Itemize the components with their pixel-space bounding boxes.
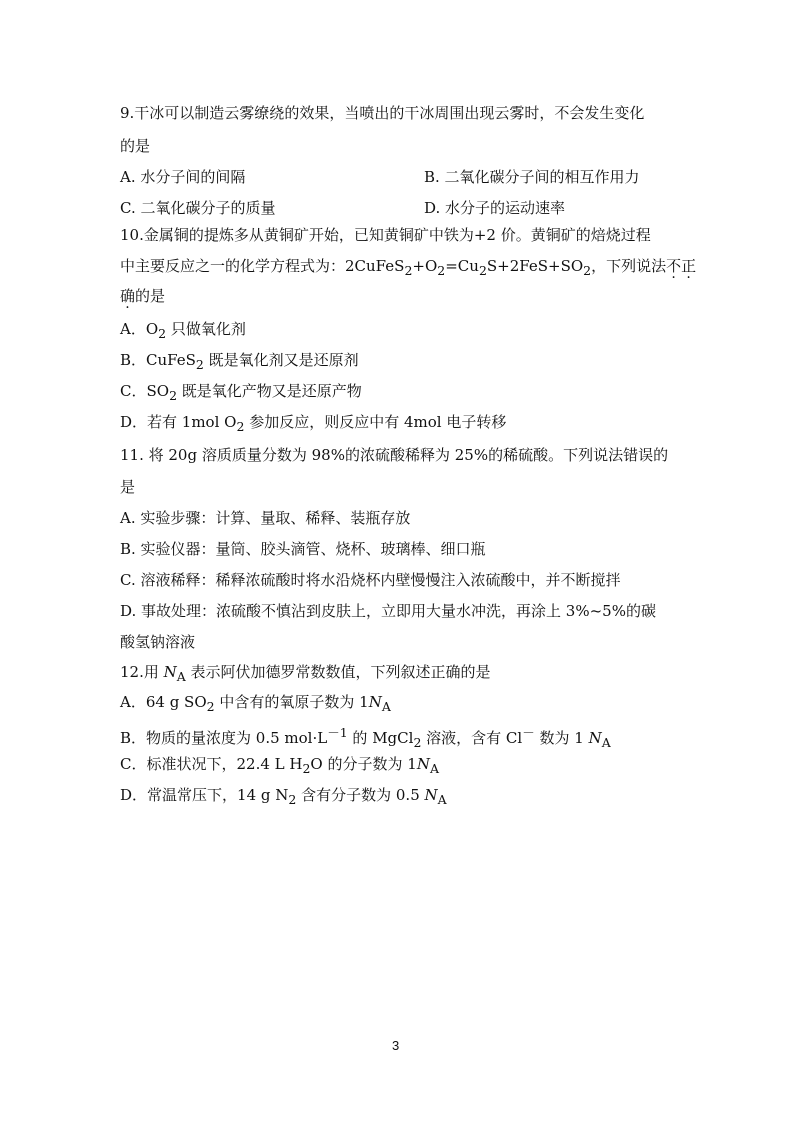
q10-option-c: C．$SO_2$ 既是氧化产物又是还原产物 <box>120 382 362 403</box>
q12-option-b: B．物质的量浓度为 0.5 $mol\cdot L^{-1}$ 的 MgCl$_2$ 溶液，含有 Cl－ 数为 1 $N_A$ <box>120 725 611 750</box>
q9-option-d: D. 水分子的运动速率 <box>424 199 566 217</box>
q10-stem-line1: 10.金属铜的提炼多从黄铜矿开始，已知黄铜矿中铁为+2 价。黄铜矿的焙烧过程 <box>120 226 651 244</box>
q10-option-d: D．若有 1mol $O_2$ 参加反应，则反应中有 4mol 电子转移 <box>120 413 507 434</box>
q9-stem-line2: 的是 <box>120 137 151 155</box>
q10-stem-line2: 中主要反应之一的化学方程式为：$2CuFeS_2+O_2=Cu_2S+2FeS+SO_2$，下列说法不正 <box>120 257 697 278</box>
q11-option-d-line1: D. 事故处理：浓硫酸不慎沾到皮肤上，立即用大量水冲洗，再涂上 3%~5%的碳 <box>120 602 656 620</box>
emphasis-dot-char: 正 <box>681 257 697 275</box>
q12-option-c: C．标准状况下，22.4 L $H_2O$ 的分子数为 $1N_A$ <box>120 755 439 776</box>
q12-stem: 12.用 $N_A$ 表示阿伏加德罗常数数值，下列叙述正确的是 <box>120 663 491 684</box>
q11-option-a: A. 实验步骤：计算、量取、稀释、装瓶存放 <box>120 509 411 527</box>
q11-stem-line1: 11. 将 20g 溶质质量分数为 98%的浓硫酸稀释为 25%的稀硫酸。下列说法错误的 <box>120 446 669 464</box>
q10-option-a: A．$O_2$ 只做氧化剂 <box>120 320 246 341</box>
q11-option-b: B. 实验仪器：量筒、胶头滴管、烧杯、玻璃棒、细口瓶 <box>120 540 486 558</box>
q11-option-c: C. 溶液稀释：稀释浓硫酸时将水沿烧杯内壁慢慢注入浓硫酸中，并不断搅拌 <box>120 571 621 589</box>
q10-option-b: B．CuFeS$_2$ 既是氧化剂又是还原剂 <box>120 351 359 372</box>
emphasis-dot-char: 不 <box>666 257 682 275</box>
page-number: 3 <box>392 1038 400 1053</box>
q10-stem-line3: 确的是 <box>120 287 166 305</box>
emphasis-dot-char: 确 <box>120 287 136 305</box>
q9-option-c: C. 二氧化碳分子的质量 <box>120 199 276 217</box>
q9-option-a: A. 水分子间的间隔 <box>120 168 246 186</box>
q9-option-b: B. 二氧化碳分子间的相互作用力 <box>424 168 640 186</box>
q12-option-a: A．64 g $SO_2$ 中含有的氧原子数为 $1N_A$ <box>120 693 391 714</box>
q11-stem-line2: 是 <box>120 478 136 496</box>
q11-option-d-line2: 酸氢钠溶液 <box>120 633 196 651</box>
q9-stem-line1: 9.干冰可以制造云雾缭绕的效果，当喷出的干冰周围出现云雾时，不会发生变化 <box>120 104 645 122</box>
q12-option-d: D．常温常压下，14 g $N_2$ 含有分子数为 0.5 $N_A$ <box>120 786 447 807</box>
